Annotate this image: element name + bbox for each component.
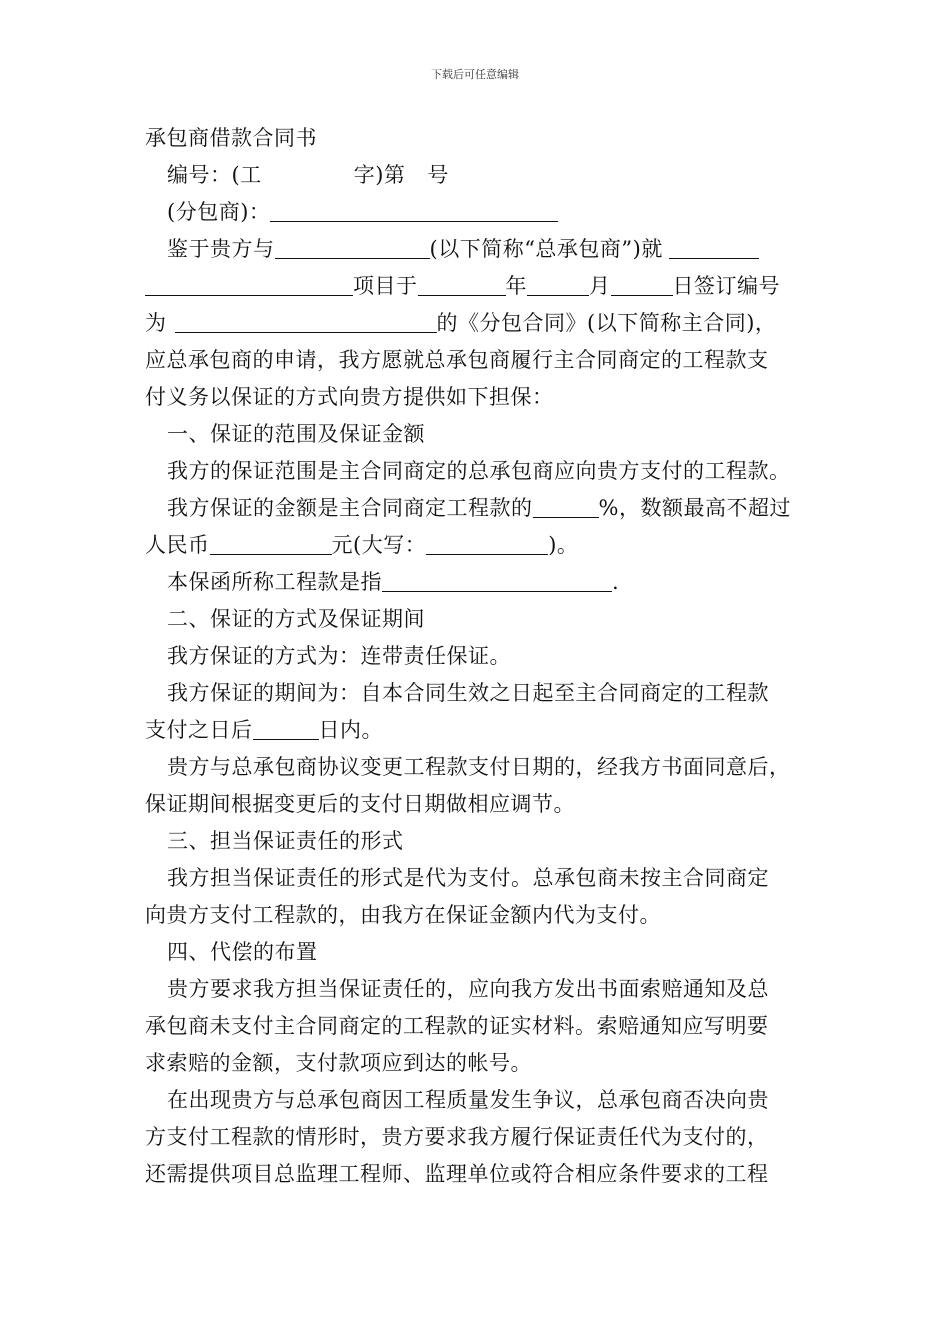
subcontractor-line — [145, 194, 810, 231]
s2-p2-text-b: 支付之日后 — [145, 718, 253, 742]
payment-definition-blank — [382, 569, 612, 592]
section-4-paragraph-1-line-3: 求索赔的金额，支付款项应到达的帐号。 — [145, 1051, 532, 1075]
amount-words-blank — [426, 532, 548, 555]
day-blank — [611, 273, 673, 296]
project-blank-2 — [145, 273, 353, 296]
section-1-paragraph-2-line-2 — [145, 527, 810, 564]
section-2-paragraph-3-line-1: 贵方与总承包商协议变更工程款支付日期的，经我方书面同意后， — [167, 755, 791, 779]
number-prefix: 编号：(工 — [167, 163, 262, 187]
paragraph-1-line-5: 付义务以保证的方式向贵方提供如下担保： — [145, 385, 554, 409]
s1-p2-text-e: )。 — [548, 533, 579, 557]
number-suffix: 号 — [427, 163, 449, 187]
document-title: 承包商借款合同书 — [145, 126, 317, 150]
s1-p2-text-c: 人民币 — [145, 533, 210, 557]
p1-month: 月 — [589, 274, 611, 298]
paragraph-1-line-3 — [145, 305, 810, 342]
subcontractor-label: (分包商)： — [167, 200, 271, 224]
year-blank — [418, 273, 506, 296]
p1-year: 年 — [505, 274, 527, 298]
contract-number-line — [145, 157, 810, 194]
page-header-note: 下载后可任意编辑 — [431, 68, 519, 81]
s1-p2-text-a: 我方保证的金额是主合同商定工程款的 — [167, 496, 533, 520]
section-2-paragraph-2-line-2 — [145, 712, 810, 749]
number-mid: 字)第 — [353, 163, 406, 187]
p1-text-c: 项目于 — [353, 274, 418, 298]
section-1-paragraph-1: 我方的保证范围是主合同商定的总承包商应向贵方支付的工程款。 — [167, 459, 791, 483]
section-4-paragraph-1-line-1: 贵方要求我方担当保证责任的，应向我方发出书面索赔通知及总 — [167, 977, 769, 1001]
s1-p2-text-b: %，数额最高不超过 — [598, 496, 791, 520]
paragraph-1-line-1 — [145, 231, 810, 268]
section-2-paragraph-3-line-2: 保证期间根据变更后的支付日期做相应调节。 — [145, 792, 575, 816]
section-2-title: 二、保证的方式及保证期间 — [167, 607, 425, 631]
section-4-paragraph-2-line-1: 在出现贵方与总承包商因工程质量发生争议，总承包商否决向贵 — [167, 1088, 769, 1112]
section-2-paragraph-1: 我方保证的方式为：连带责任保证。 — [167, 644, 511, 668]
s2-p2-text-c: 日内。 — [318, 718, 383, 742]
section-4-title: 四、代偿的布置 — [167, 940, 318, 964]
section-4-paragraph-2-line-2: 方支付工程款的情形时，贵方要求我方履行保证责任代为支付的， — [145, 1125, 769, 1149]
p1-text-e: 的《分包合同》(以下简称主合同)， — [436, 311, 777, 335]
amount-blank — [210, 532, 332, 555]
section-3-paragraph-1-line-2: 向贵方支付工程款的，由我方在保证金额内代为支付。 — [145, 903, 661, 927]
document-body — [145, 120, 810, 1193]
section-4-paragraph-2-line-3: 还需提供项目总监理工程师、监理单位或符合相应条件要求的工程 — [145, 1162, 769, 1186]
month-blank — [527, 273, 589, 296]
p1-day: 日签订编号 — [672, 274, 780, 298]
paragraph-1-line-2 — [145, 268, 810, 305]
s1-p3-text-a: 本保函所称工程款是指 — [167, 570, 382, 594]
project-blank-1 — [669, 236, 759, 259]
percent-blank — [533, 495, 599, 518]
subcontractor-blank — [270, 199, 558, 222]
paragraph-1-line-4: 应总承包商的申请，我方愿就总承包商履行主合同商定的工程款支 — [145, 348, 769, 372]
section-1-paragraph-3 — [145, 564, 810, 601]
section-1-paragraph-2-line-1 — [145, 490, 810, 527]
s1-p2-text-d: 元(大写： — [331, 533, 427, 557]
section-1-title: 一、保证的范围及保证金额 — [167, 422, 425, 446]
section-3-paragraph-1-line-1: 我方担当保证责任的形式是代为支付。总承包商未按主合同商定 — [167, 866, 769, 890]
contract-number-blank — [175, 310, 437, 333]
days-blank — [253, 717, 319, 740]
party-blank — [275, 236, 430, 259]
p1-text-d: 为 — [145, 311, 167, 335]
p1-text-a: 鉴于贵方与 — [167, 237, 275, 261]
section-2-paragraph-2-line-1: 我方保证的期间为：自本合同生效之日起至主合同商定的工程款 — [167, 681, 769, 705]
section-3-title: 三、担当保证责任的形式 — [167, 829, 404, 853]
p1-text-b: (以下简称“总承包商”)就 — [429, 237, 663, 261]
s1-p3-text-b: . — [612, 570, 620, 594]
section-4-paragraph-1-line-2: 承包商未支付主合同商定的工程款的证实材料。索赔通知应写明要 — [145, 1014, 769, 1038]
